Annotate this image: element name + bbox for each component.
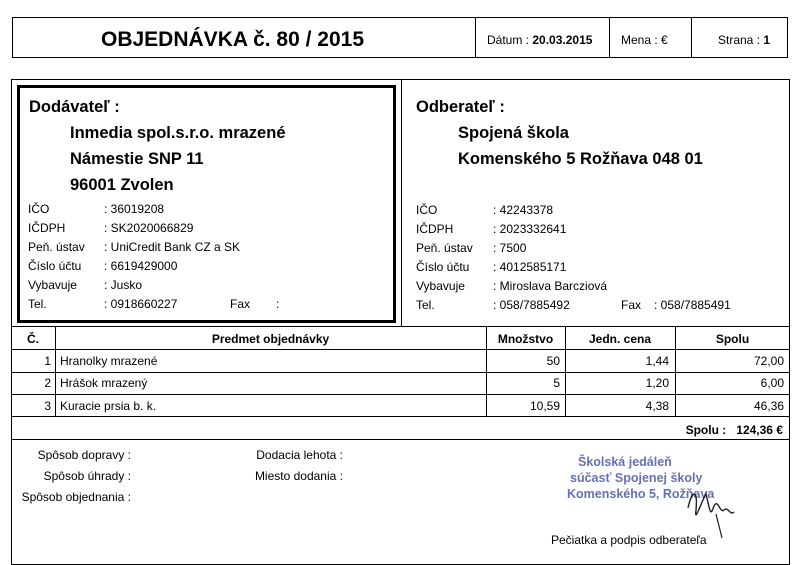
signature-label: Pečiatka a podpis odberateľa <box>551 533 707 547</box>
cell-qty: 10,59 <box>529 399 560 413</box>
order-title: OBJEDNÁVKA č. 80 / 2015 <box>101 28 365 51</box>
col-header-unit: Jedn. cena <box>588 332 652 346</box>
supplier-heading: Dodávateľ : <box>29 98 120 116</box>
supplier-info-label: IČDPH <box>28 221 66 235</box>
stamp-line-3: Komenského 5, Rožňava <box>567 487 715 501</box>
customer-info-value: : Miroslava Barcziová <box>493 279 608 293</box>
ordering-label: Spôsob objednania : <box>21 490 131 504</box>
supplier-name: Inmedia spol.s.r.o. mrazené <box>70 124 286 142</box>
sum-row <box>600 423 783 437</box>
cell-total: 46,36 <box>753 399 784 413</box>
supplier-info-label: Vybavuje <box>28 278 77 292</box>
customer-address: Komenského 5 Rožňava 048 01 <box>458 150 703 168</box>
col-header-qty: Množstvo <box>497 332 554 346</box>
stamp-line-1: Školská jedáleň <box>578 455 672 469</box>
supplier-city: 96001 Zvolen <box>70 176 174 194</box>
cell-no: 3 <box>44 399 51 413</box>
delivery-place-label: Miesto dodania : <box>254 469 343 483</box>
supplier-info-value: : 6619429000 <box>104 259 178 273</box>
customer-info-label: IČDPH <box>416 222 454 236</box>
supplier-info-value: : 0918660227 <box>104 297 178 311</box>
customer-info-value: : 7500 <box>493 241 527 255</box>
cell-item: Hranolky mrazené <box>60 354 158 368</box>
supplier-street: Námestie SNP 11 <box>70 150 204 168</box>
customer-name: Spojená škola <box>458 124 569 142</box>
customer-fax-value: : 058/7885491 <box>654 298 731 312</box>
cell-no: 1 <box>44 354 51 368</box>
cell-total: 6,00 <box>760 376 784 390</box>
sum-label: Spolu : <box>685 423 727 437</box>
col-header-total: Spolu <box>715 332 750 346</box>
cell-qty: 50 <box>546 354 560 368</box>
customer-info-label: Číslo účtu <box>416 260 470 274</box>
page-value: 1 <box>763 33 771 47</box>
customer-info-label: Tel. <box>416 298 435 312</box>
sum-value: 124,36 € <box>736 423 783 437</box>
supplier-fax-value: : <box>276 297 280 311</box>
supplier-info-value: : Jusko <box>104 278 143 292</box>
supplier-info-value: : SK2020066829 <box>104 221 194 235</box>
cell-item: Kuracie prsia b. k. <box>60 399 157 413</box>
supplier-info-label: Číslo účtu <box>28 259 82 273</box>
customer-fax-label: Fax <box>621 298 642 312</box>
payment-label: Spôsob úhrady : <box>43 469 131 483</box>
supplier-info-label: Tel. <box>28 297 47 311</box>
customer-heading: Odberateľ : <box>416 98 505 116</box>
customer-info-label: IČO <box>416 203 438 217</box>
date-label: Dátum : 20.03.2015 <box>487 33 593 47</box>
supplier-info-label: Peň. ústav <box>28 240 85 254</box>
currency: Mena : € <box>621 33 668 47</box>
customer-info-value: : 42243378 <box>493 203 554 217</box>
col-header-no: Č. <box>27 332 39 346</box>
customer-info-label: Vybavuje <box>416 279 465 293</box>
cell-qty: 5 <box>553 376 560 390</box>
page-label: Strana : 1 <box>718 33 771 47</box>
supplier-fax-label: Fax <box>230 297 251 311</box>
customer-info-label: Peň. ústav <box>416 241 473 255</box>
cell-unit-price: 1,20 <box>645 376 669 390</box>
cell-unit-price: 1,44 <box>645 354 669 368</box>
cell-item: Hrášok mrazený <box>60 376 148 390</box>
cell-unit-price: 4,38 <box>645 399 669 413</box>
supplier-info-value: : UniCredit Bank CZ a SK <box>104 240 241 254</box>
delivery-time-label: Dodacia lehota : <box>256 448 343 462</box>
stamp-line-2: súčasť Spojenej školy <box>570 471 703 485</box>
customer-info-value: : 4012585171 <box>493 260 567 274</box>
signature-icon <box>680 470 750 540</box>
transport-label: Spôsob dopravy : <box>37 448 131 462</box>
supplier-info-value: : 36019208 <box>104 202 165 216</box>
supplier-info-label: IČO <box>28 202 50 216</box>
customer-info-value: : 058/7885492 <box>493 298 570 312</box>
date-value: 20.03.2015 <box>532 33 593 47</box>
customer-info-value: : 2023332641 <box>493 222 567 236</box>
col-header-item: Predmet objednávky <box>211 332 330 346</box>
cell-no: 2 <box>44 376 51 390</box>
cell-total: 72,00 <box>753 354 784 368</box>
